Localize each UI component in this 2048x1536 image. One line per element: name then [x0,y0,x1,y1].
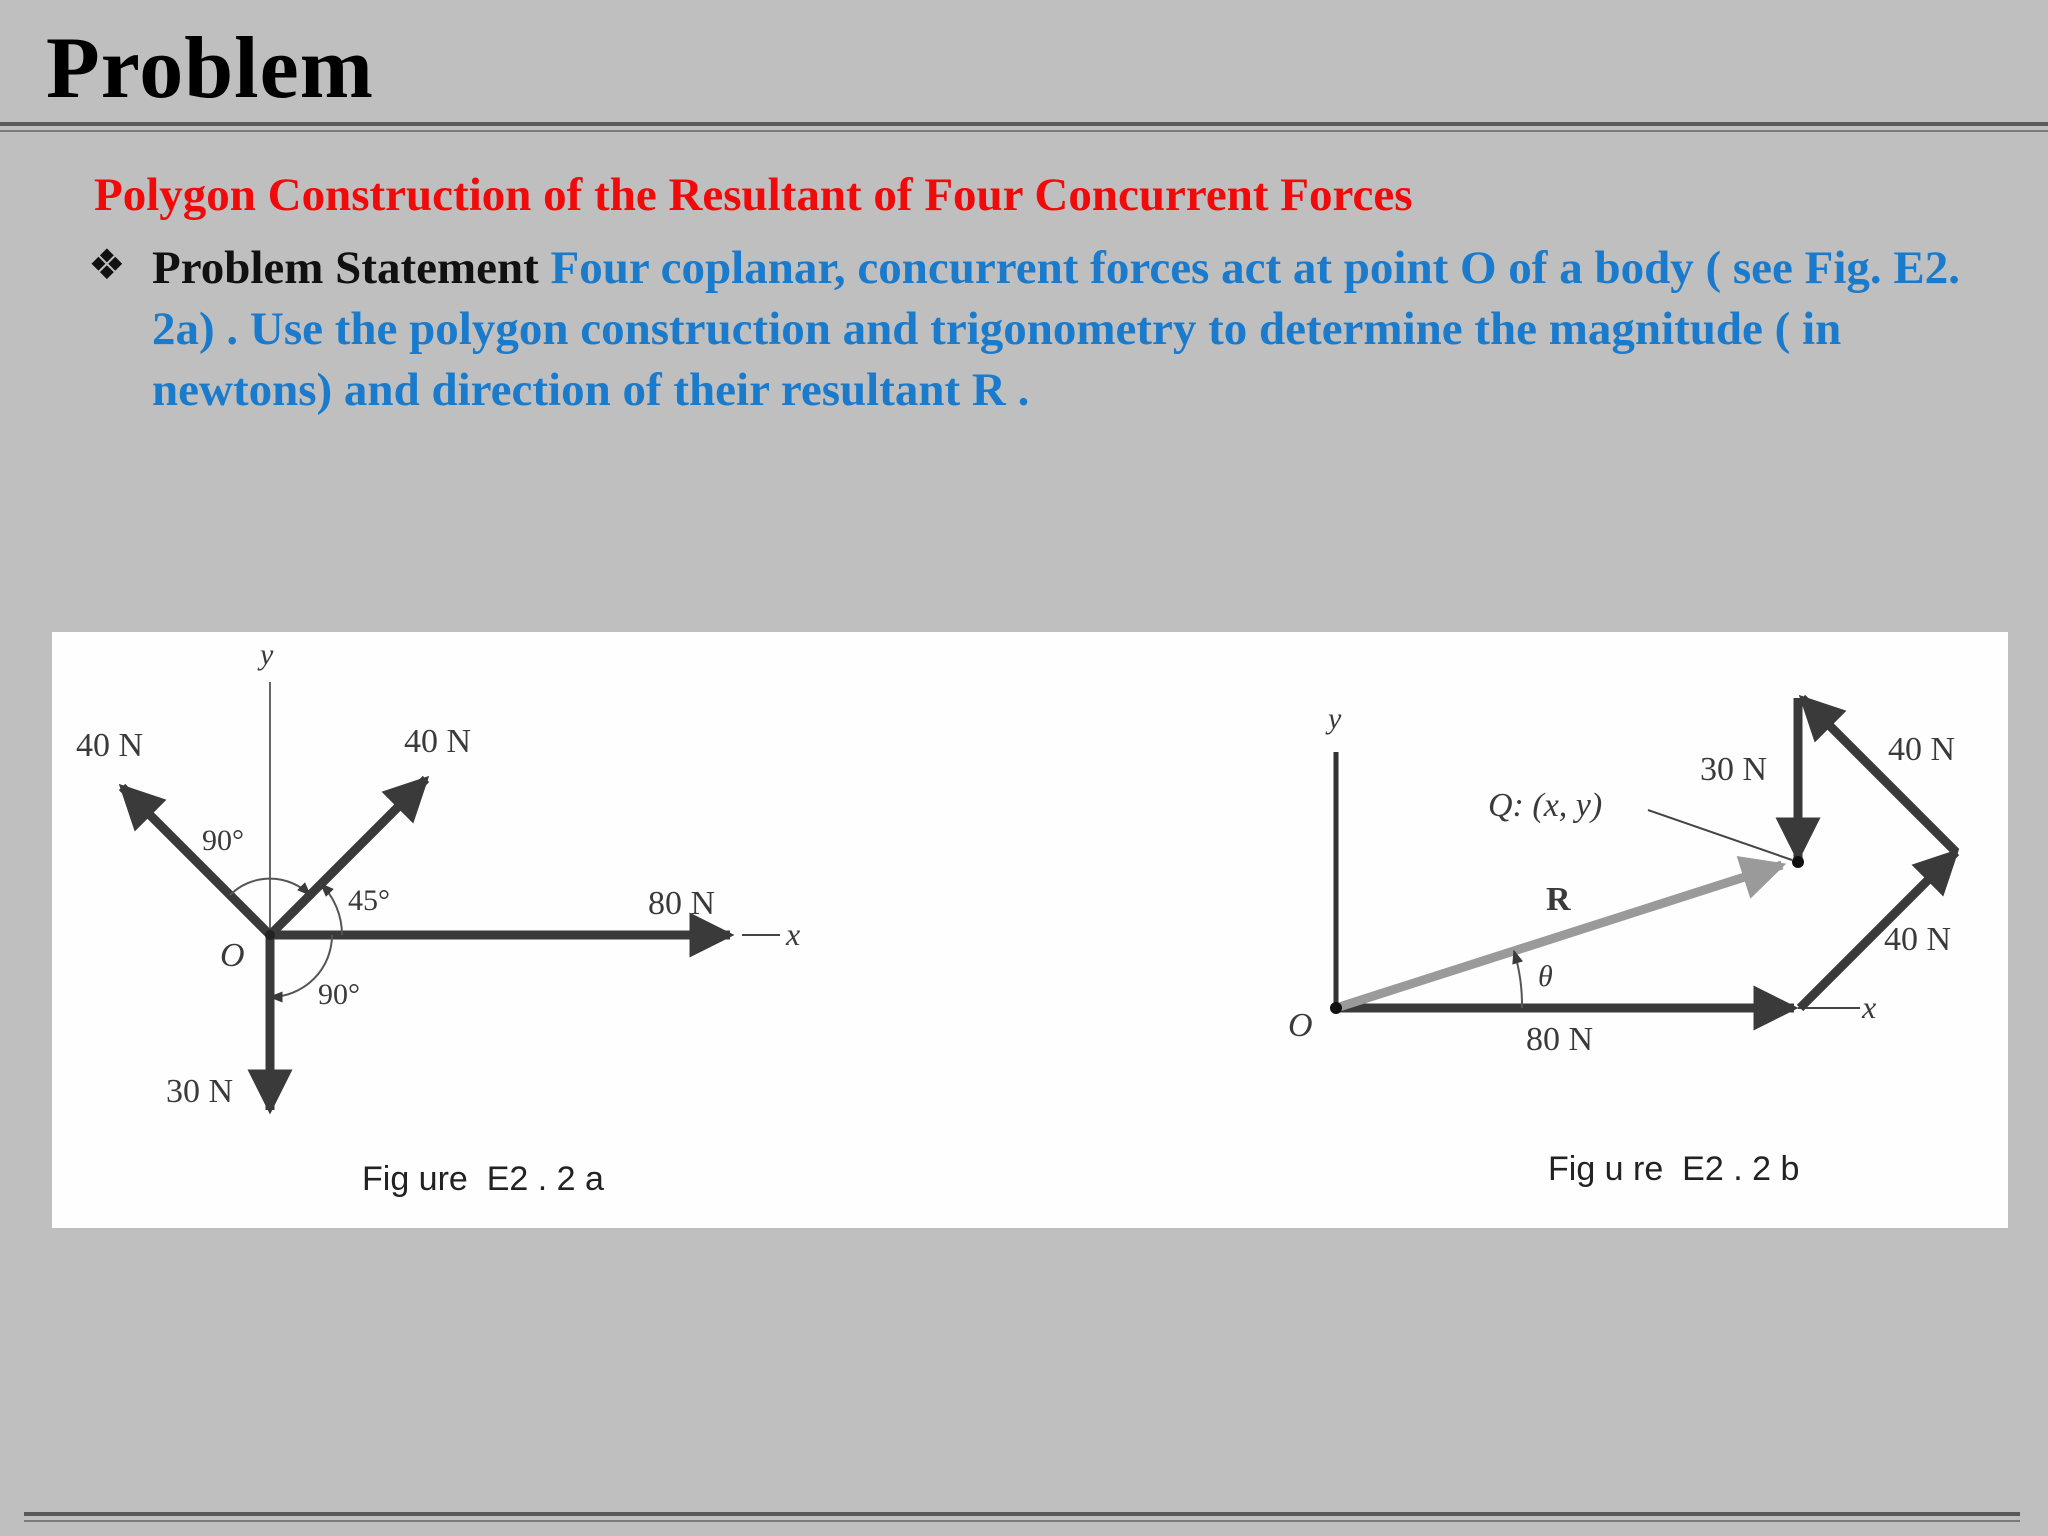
fig-a-angle-45: 45° [348,884,390,917]
fig-a-y-label: y [260,638,274,671]
fig-a-origin-dot [265,930,275,940]
fig-a-label-30n: 30 N [166,1073,234,1110]
statement-body: Four coplanar, concurrent forces act at point O of a body ( see Fig. E2. 2a) . Use the polygon construction and trigonometry to determine the magnitude ( in newtons) and direction of their resultant R . [152,242,1961,416]
fig-a-angle-90-down: 90° [318,978,360,1011]
fig-b-label-40n-upper: 40 N [1888,731,1956,768]
fig-b-force-40n-upper [1802,698,1956,852]
fig-b-label-q: Q: (x, y) [1488,787,1603,824]
statement-lead: Problem Statement [152,242,539,294]
fig-a-label-80n: 80 N [648,885,716,922]
fig-b-label-theta: θ [1538,960,1553,993]
fig-a-angle-90-left: 90° [202,824,244,857]
fig-b-origin-dot [1330,1002,1342,1014]
fig-a-label-40n-right: 40 N [404,723,472,760]
title-divider-thin [0,130,2048,132]
fig-b-label-30n: 30 N [1700,751,1768,788]
diamond-bullet-icon: ❖ [88,240,126,289]
footer-divider [24,1512,2020,1516]
fig-b-x-label: x [1862,989,1877,1025]
footer-divider-thin [24,1520,2020,1522]
figure-panel [52,632,2008,1228]
fig-b-label-80n: 80 N [1526,1021,1594,1058]
figure-a [76,638,800,1198]
figures-svg [52,632,2008,1228]
fig-b-arc-theta [1514,951,1522,1008]
fig-a-label-40n-left: 40 N [76,727,144,764]
fig-b-origin-label: O [1288,1007,1313,1044]
fig-b-label-40n-lower: 40 N [1884,921,1952,958]
fig-a-x-label: x [786,916,801,952]
figure-b [1288,698,1956,1188]
fig-b-caption: Fig u re E2 . 2 b [1548,1150,1800,1188]
slide-title: Problem [46,20,374,117]
fig-b-y-label: y [1328,702,1342,735]
title-divider [0,122,2048,126]
fig-a-arc-45 [321,884,342,935]
fig-a-force-40n-left [122,787,270,935]
fig-b-point-q [1792,856,1804,868]
fig-b-q-leader [1648,810,1792,860]
fig-a-origin-label: O [220,937,245,974]
fig-b-label-r: R [1546,881,1571,918]
problem-statement [152,238,1972,421]
fig-a-caption: Fig ure E2 . 2 a [362,1160,604,1198]
slide-subtitle: Polygon Construction of the Resultant of Four Concurrent Forces [94,169,1413,221]
